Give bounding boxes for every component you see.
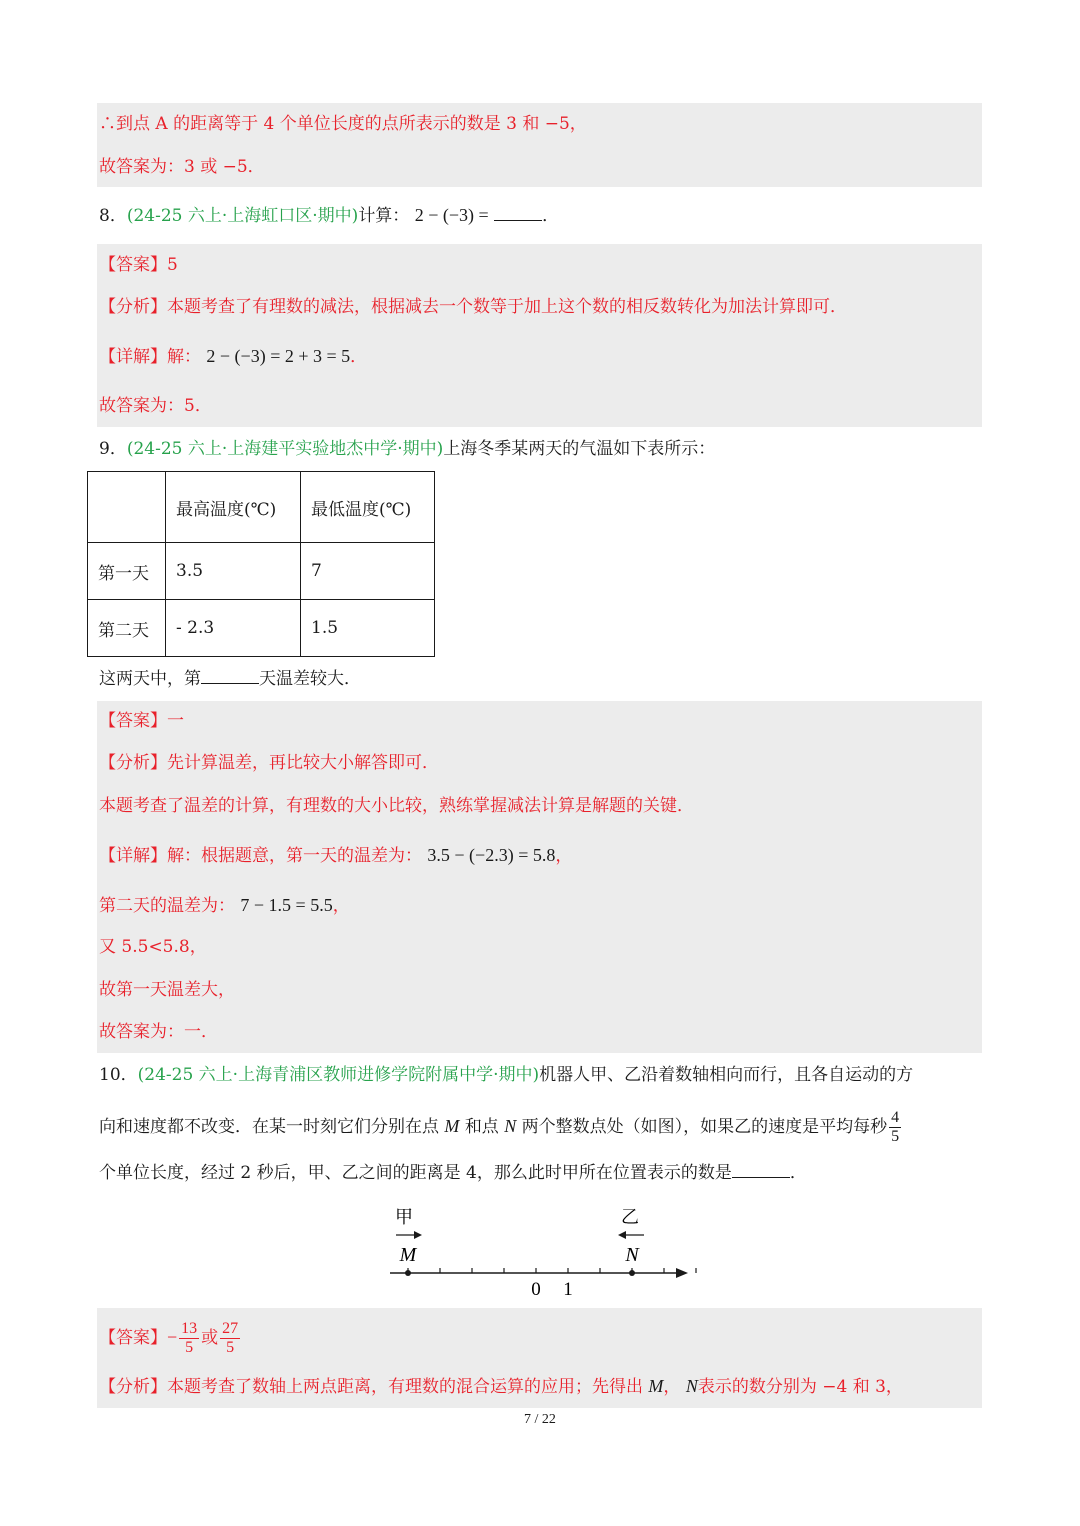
q10-answer-sign: −: [167, 1327, 178, 1347]
q8-source: (24-25 六上·上海虹口区·期中): [126, 206, 359, 226]
q10-stem-2b: 和点: [464, 1117, 499, 1137]
q9-stem: [99, 437, 715, 461]
q10-answer-tag: 【答案】: [99, 1328, 167, 1348]
q8-detail-expression: 2 − (−3) = 2 + 3 = 5: [206, 346, 351, 366]
q10-analysis-sep: ，: [663, 1377, 681, 1397]
q10-source: (24-25 六上·上海青浦区教师进修学院附属中学·期中): [137, 1065, 540, 1085]
table-cell: 7: [301, 543, 435, 600]
q8-detail-line: [99, 344, 367, 369]
q10-analysis-n: N: [685, 1376, 698, 1396]
q9-number: 9．: [99, 439, 127, 459]
axis-arrowhead: [676, 1268, 688, 1278]
table-header-cell: [88, 472, 166, 543]
q8-answer-line: [99, 253, 178, 277]
q9-detail-tag: 【详解】: [99, 846, 167, 866]
q10-number: 10．: [99, 1065, 138, 1085]
q10-answer-fraction-1: [179, 1320, 199, 1357]
q9-detail-expression: 3.5 − (−2.3) = 5.8: [427, 845, 556, 865]
top-line-2: 故答案为：3 或 −5．: [99, 157, 265, 177]
q8-end: ．: [542, 206, 560, 226]
q9-answer: 一: [167, 711, 184, 731]
q10-stem-3b: ．: [789, 1163, 807, 1183]
table-header-cell: 最低温度(℃): [301, 472, 435, 543]
q10-answer-or: 或: [201, 1328, 219, 1348]
q10-answer-line: [99, 1315, 242, 1360]
q10-answer-fraction-2: [220, 1320, 240, 1357]
q10-stem-line-1: [99, 1063, 913, 1087]
q10-speed-fraction: [889, 1109, 901, 1146]
q10-stem-3a: 个单位长度，经过 2 秒后，甲、乙之间的距离是 4，那么此时甲所在位置表示的数是: [99, 1163, 732, 1183]
q8-expression: 2 − (−3) =: [414, 205, 489, 225]
fraction-numerator: 27: [222, 1320, 239, 1337]
fraction-numerator: 13: [181, 1320, 198, 1337]
table-cell: 3.5: [166, 543, 301, 600]
q10-analysis-line: [99, 1374, 903, 1399]
fraction-denominator: 5: [185, 1339, 194, 1356]
q8-analysis-tag: 【分析】: [99, 297, 167, 317]
page-number: 7 / 22: [524, 1412, 556, 1427]
arrow-right-icon: [396, 1231, 422, 1239]
fraction-numerator: 4: [891, 1109, 900, 1126]
q8-detail-prefix: 解：: [167, 347, 201, 367]
table-header-cell: 最高温度(℃): [166, 472, 301, 543]
q10-stem-line-2: [99, 1109, 903, 1146]
table-cell: 第二天: [88, 600, 166, 657]
top-line-1: ∴到点 A 的距离等于 4 个单位长度的点所表示的数是 3 和 −5，: [99, 114, 587, 134]
point-m-dot: [405, 1270, 411, 1276]
q8-stem-text: 计算：: [358, 206, 410, 226]
q8-stem: [99, 203, 559, 228]
q9-detail-line: [99, 843, 572, 868]
robot-jia-label: 甲: [395, 1207, 413, 1228]
q10-stem-2c: 两个整数点处（如图），如果乙的速度是平均每秒: [521, 1117, 888, 1137]
q9-source: (24-25 六上·上海建平实验地杰中学·期中): [126, 439, 444, 459]
q8-conclusion: 故答案为：5．: [99, 396, 212, 416]
q10-analysis-m: M: [648, 1376, 664, 1396]
tick-label-zero: 0: [531, 1279, 541, 1300]
q10-analysis-b: 表示的数分别为 −4 和 3，: [697, 1377, 903, 1397]
q9-question: [99, 667, 361, 691]
robot-yi-label: 乙: [621, 1207, 639, 1228]
q8-answer-tag: 【答案】: [99, 255, 167, 275]
q9-analysis: 先计算温差，再比较大小解答即可．: [167, 753, 439, 773]
q9-answer-tag: 【答案】: [99, 711, 167, 731]
q8-answer: 5: [167, 255, 178, 275]
table-header-row: [88, 472, 435, 543]
q10-analysis-a: 本题考查了数轴上两点距离，有理数的混合运算的应用；先得出: [167, 1377, 643, 1397]
q9-note: 本题考查了温差的计算，有理数的大小比较，熟练掌握减法计算是解题的关键．: [99, 796, 694, 816]
q8-answer-blank: [494, 204, 542, 221]
table-cell: 1.5: [301, 600, 435, 657]
point-m-label: M: [399, 1244, 417, 1266]
q10-stem-1: 机器人甲、乙沿着数轴相向而行，且各自运动的方: [539, 1065, 914, 1085]
fraction-denominator: 5: [226, 1339, 235, 1356]
point-n-dot: [629, 1270, 635, 1276]
q10-stem-line-3: [99, 1161, 807, 1185]
q9-line2-end: ，: [332, 896, 350, 916]
q9-line2-expression: 7 − 1.5 = 5.5: [240, 895, 333, 915]
q9-line-2: [99, 893, 350, 918]
q9-question-b: 天温差较大．: [259, 669, 361, 689]
table-cell: 第一天: [88, 543, 166, 600]
q9-detail-end: ，: [555, 846, 573, 866]
q8-detail-tag: 【详解】: [99, 347, 167, 367]
q10-point-n: N: [504, 1116, 517, 1136]
q9-analysis-line: [99, 751, 439, 775]
q9-stem-text: 上海冬季某两天的气温如下表所示：: [443, 439, 716, 459]
q10-analysis-tag: 【分析】: [99, 1377, 167, 1397]
q8-number: 8．: [99, 206, 127, 226]
q9-analysis-tag: 【分析】: [99, 753, 167, 773]
table-row: [88, 600, 435, 657]
q10-stem-2a: 向和速度都不改变．在某一时刻它们分别在点: [99, 1117, 439, 1137]
temperature-table: [87, 471, 435, 657]
q10-answer-blank: [732, 1161, 790, 1178]
q9-answer-line: [99, 709, 184, 733]
tick-label-one: 1: [563, 1279, 573, 1300]
q8-analysis-line: [99, 295, 847, 319]
fraction-denominator: 5: [891, 1128, 900, 1145]
q8-answer-block: [97, 244, 982, 427]
arrow-left-icon: [618, 1231, 644, 1239]
q9-detail-prefix: 解：根据题意，第一天的温差为：: [167, 846, 422, 866]
table-row: [88, 543, 435, 600]
q8-analysis: 本题考查了有理数的减法，根据减去一个数等于加上这个数的相反数转化为加法计算即可．: [167, 297, 847, 317]
q9-line2-prefix: 第二天的温差为：: [99, 896, 235, 916]
q9-line-4: 故第一天温差大，: [99, 980, 235, 1000]
table-cell: - 2.3: [166, 600, 301, 657]
q10-point-m: M: [444, 1116, 460, 1136]
q8-detail-end: ．: [350, 347, 368, 367]
q9-answer-blank: [201, 667, 259, 684]
q9-question-a: 这两天中，第: [99, 669, 201, 689]
q9-conclusion: 故答案为：一．: [99, 1022, 218, 1042]
point-n-label: N: [625, 1244, 639, 1266]
q9-line-3: 又 5.5<5.8，: [99, 937, 207, 957]
number-line-figure: [380, 1200, 720, 1300]
